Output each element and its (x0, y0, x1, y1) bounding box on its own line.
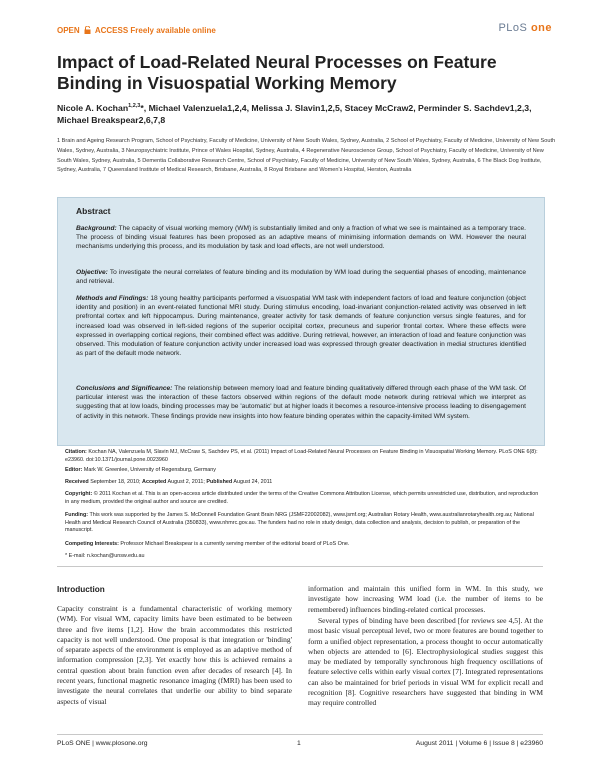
funding-label: Funding: (65, 512, 89, 518)
funding (65, 512, 540, 535)
footer-divider (57, 734, 543, 735)
first-author-affil: 1,2,3 (128, 103, 141, 109)
background-text: The capacity of visual working memory (WM) is substantially limited and only a fraction of what we see is maintained as a temporary trace. The process of binding visual features has been proposed as an adaptive means of minimising information demands on WM. However the neural mechanisms underlying this process, and its modulation by task and load effects, are not well understood. (76, 225, 526, 251)
methods-text: 18 young healthy participants performed a visuospatial WM task with independent factors of load and feature conjunction (object identity and position) in an event-related functional MRI study. During stimulus encoding, load-invariant conjunction-related activity was observed in left prefrontal cortex and left hippocampus. During maintenance, greater activity for task demands of feature conjunction versus single features, and for increased load was observed in left-sided regions of the superior occipital cortex, precuneus and superior frontal cortex. Where these effects were expressed in overlapping cortical regions, their combined effect was additive. During retrieval, however, an interaction of load and feature conjunction was observed. This modulation of feature conjunction activity under increased load was expressed through greater deactivation in medial structures identified as part of the default mode network. (76, 295, 526, 358)
first-author: Nicole A. Kochan (57, 102, 129, 113)
footer-journal[interactable]: PLoS ONE | www.plosone.org (57, 740, 148, 747)
intro-column-1: Capacity constraint is a fundamental characteristic of working memory (WM). For visual WM, capacity limits have been estimated to be between three and five items [1,2]. How the brain accommodates this restricted capacity is not well understood. One proposal is that integration or 'binding' of separate aspects of the environment is employed as an adaptive method of information compression [2,3]. Yet exactly how this is achieved remains a central question about brain function even after decades of research [4]. In recent years, functional magnetic resonance imaging (fMRI) has been used to investigate the neural correlates that underlie our ability to bind separate aspects of visual (57, 604, 292, 706)
intro-heading: Introduction (57, 585, 105, 594)
citation-label: Citation: (65, 449, 87, 455)
received-label: Received (65, 479, 89, 485)
received-date: September 18, 2010; (90, 479, 141, 485)
abstract-background (76, 224, 526, 252)
footer-page-number: 1 (297, 740, 301, 747)
citation-text: Kochan NA, Valenzuela M, Slavin MJ, McCraw S, Sachdev PS, et al. (2011) Impact of Load-Related Neural Processes on Feature Binding in Visuospatial Working Memory. PLoS ONE 6(8): e23960. doi:10.1371/journal.pone.0023960 (65, 449, 538, 463)
abstract-objective (76, 268, 526, 286)
published-label: Published (206, 479, 233, 485)
logo-one: one (530, 22, 552, 34)
free-available-label: Freely available online (130, 26, 216, 35)
dates (65, 479, 540, 487)
open-lock-icon (84, 26, 91, 34)
affiliations: 1 Brain and Ageing Research Program, School of Psychiatry, Faculty of Medicine, University of New South Wales, Sydney, Australia, 2 School of Psychiatry, Faculty of Medicine, University of New South Wales, Sydney, Australia, 3 Neuropsychiatric Institute, Prince of Wales Hospital, Sydney, Australia, 4 Regenerative Neuroscience Group, School of Psychiatry, Faculty of Medicine, University of New South Wales, Sydney, Australia, 5 Dementia Collaborative Research Centre, School of Psychiatry, Faculty of Medicine, University of New South Wales, Sydney, Australia, 6 The Black Dog Institute, Sydney, Australia, 7 Queensland Institute of Medical Research, Brisbane, Australia, 8 Royal Brisbane and Women's Hospital, Herston, Australia (57, 138, 556, 174)
intro-column-2b: Several types of binding have been described [for reviews see 4,5]. At the most basic visual perceptual level, two or more features are bound together to form a unified object representation, a process thought to occur automatically when objects are attended to [6]. Electrophysiological studies suggest this may be mediated by temporally synchronous high frequency oscillations of feature selective cells within early visual cortex [7]. Integrated representations can also be maintained for brief periods in visual WM for explicit recall and recognition [8]. Cognitive researchers have suggested that binding in WM may require controlled (308, 616, 543, 708)
background-heading: Background: (76, 225, 117, 232)
open-access-banner (57, 26, 216, 35)
logo-text: PLoS (498, 22, 528, 34)
accepted-label: Accepted (142, 479, 167, 485)
funding-text: This work was supported by the James S. McDonnell Foundation Grant Brain NRG (JSMF22002082), www.jsmf.org; Australian Rotary Health, www.australianrotaryhealth.org.au; National Health and Medical Research Council of Australia (350833), www.nhmrc.gov.au. The funders had no role in study design, data collection and analysis, decision to publish, or preparation of the manuscript. (65, 512, 534, 534)
methods-heading: Methods and Findings: (76, 295, 149, 302)
citation (65, 449, 540, 464)
other-authors: *, Michael Valenzuela1,2,4, Melissa J. Slavin1,2,5, Stacey McCraw2, Perminder S. Sachdev1,2,3, Michael Breakspear2,6,7,8 (57, 102, 532, 126)
footer-issue: August 2011 | Volume 6 | Issue 8 | e23960 (415, 740, 543, 747)
author-list (57, 100, 557, 127)
access-label: ACCESS (94, 26, 129, 35)
journal-logo (498, 22, 552, 34)
objective-heading: Objective: (76, 269, 108, 276)
abstract-conclusions (76, 384, 526, 421)
copyright-text: © 2011 Kochan et al. This is an open-access article distributed under the terms of the Creative Commons Attribution License, which permits unrestricted use, distribution, and reproduction in any medium, provided the original author and source are credited. (65, 491, 539, 505)
editor (65, 467, 540, 475)
competing-interests (65, 541, 540, 549)
competing-text: Professor Michael Breakspear is a currently serving member of the editorial board of PLoS One. (120, 541, 350, 547)
copyright-label: Copyright: (65, 491, 93, 497)
accepted-date: August 2, 2011; (167, 479, 205, 485)
copyright (65, 491, 540, 506)
conclusions-heading: Conclusions and Significance: (76, 385, 173, 392)
intro-column-2a: information and maintain this unified form in WM. In this study, we investigate how increasing WM load (i.e. the number of items to be remembered) influences binding-related cortical processes. (308, 584, 543, 614)
editor-label: Editor: (65, 467, 83, 473)
article-title: Impact of Load-Related Neural Processes on Feature Binding in Visuospatial Working Memory (57, 52, 497, 93)
abstract-methods (76, 294, 526, 358)
objective-text: To investigate the neural correlates of feature binding and its modulation by WM load during the sequential phases of encoding, maintenance and retrieval. (76, 269, 526, 286)
section-divider (57, 566, 543, 567)
editor-text: Mark W. Greenlee, University of Regensburg, Germany (83, 467, 216, 473)
conclusions-text: The relationship between memory load and feature binding qualitatively differed through each phase of the WM task. Of particular interest was the interaction of these factors observed within regions of the default mode network during retrieval which we interpret as suggesting that at low loads, binding processes may be 'automatic' but at higher loads it becomes a resource-intensive process leading to disengagement of activity in this network. These findings provide new insights into how feature binding operates within the capacity-limited WM system. (76, 385, 526, 420)
published-date: August 24, 2011 (233, 479, 273, 485)
abstract-heading: Abstract (76, 206, 111, 216)
competing-label: Competing Interests: (65, 541, 119, 547)
corresponding-email[interactable]: * E-mail: n.kochan@unsw.edu.au (65, 553, 145, 559)
open-label: OPEN (57, 26, 80, 35)
